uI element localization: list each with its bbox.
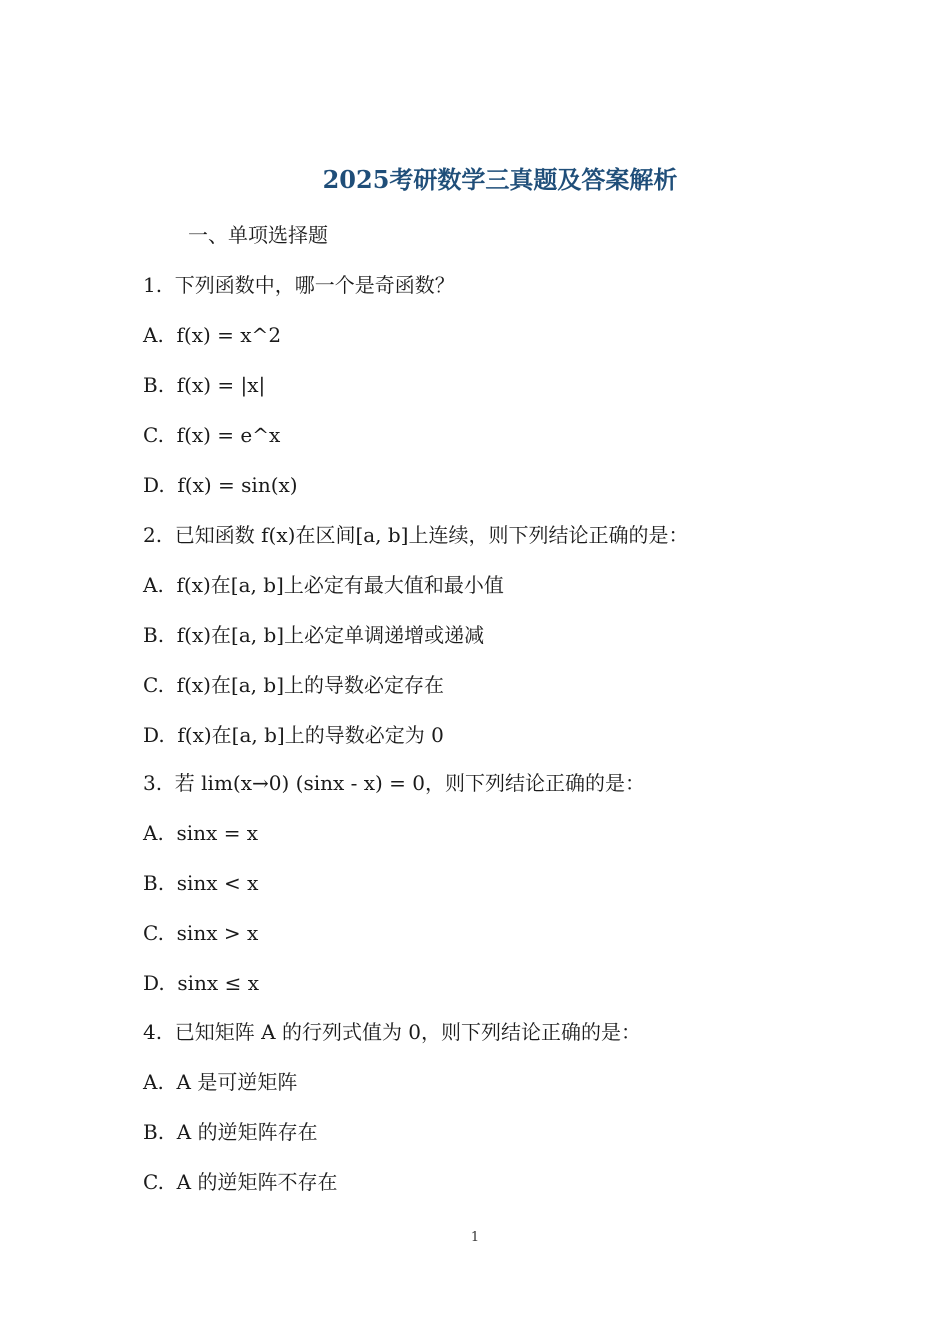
question-3-option-c: C. sinx > x (143, 921, 259, 945)
question-2: 2. 已知函数 f(x)在区间[a, b]上连续，则下列结论正确的是： (143, 523, 689, 547)
question-2-option-b: B. f(x)在[a, b]上必定单调递增或递减 (143, 623, 485, 647)
question-4: 4. 已知矩阵 A 的行列式值为 0，则下列结论正确的是： (143, 1020, 642, 1044)
section-heading: 一、单项选择题 (188, 223, 328, 247)
question-2-option-a: A. f(x)在[a, b]上必定有最大值和最小值 (143, 573, 504, 597)
question-1-option-a: A. f(x) = x^2 (143, 323, 282, 347)
question-2-option-d: D. f(x)在[a, b]上的导数必定为 0 (143, 723, 444, 747)
document-title: 2025考研数学三真题及答案解析 (322, 165, 678, 194)
question-2-option-c: C. f(x)在[a, b]上的导数必定存在 (143, 673, 444, 697)
question-4-option-c: C. A 的逆矩阵不存在 (143, 1170, 338, 1194)
page-number: 1 (470, 1230, 480, 1245)
question-1-option-d: D. f(x) = sin(x) (143, 473, 298, 497)
question-4-option-a: A. A 是可逆矩阵 (143, 1070, 298, 1094)
question-4-option-b: B. A 的逆矩阵存在 (143, 1120, 318, 1144)
question-3-option-a: A. sinx = x (143, 821, 259, 845)
question-3: 3. 若 lim(x→0) (sinx - x) = 0，则下列结论正确的是： (143, 771, 646, 795)
question-3-option-b: B. sinx < x (143, 871, 259, 895)
question-1: 1. 下列函数中，哪一个是奇函数？ (143, 273, 455, 297)
question-3-option-d: D. sinx ≤ x (143, 971, 259, 995)
question-1-option-b: B. f(x) = |x| (143, 373, 266, 397)
question-1-option-c: C. f(x) = e^x (143, 423, 281, 447)
